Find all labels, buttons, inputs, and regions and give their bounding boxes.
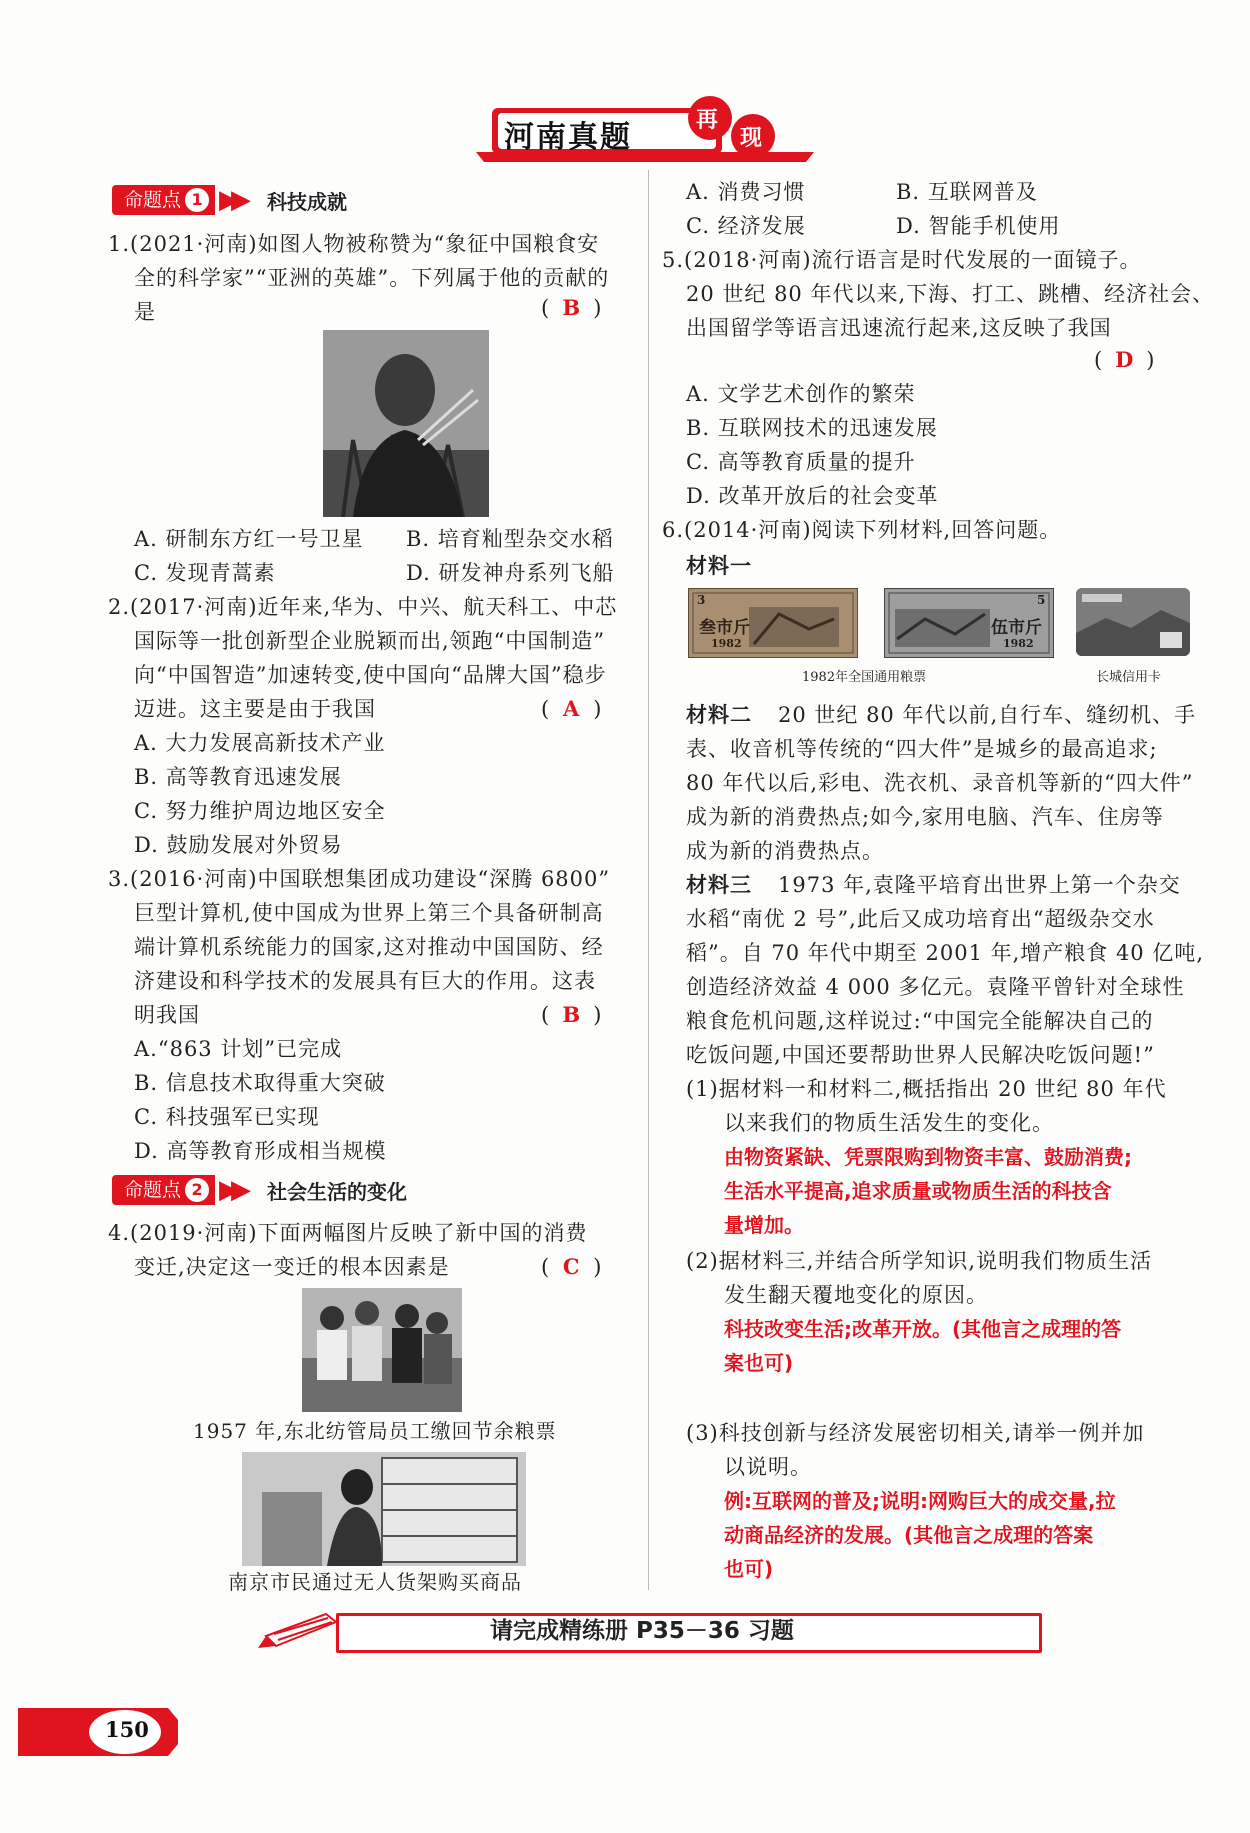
photo-caption-1957: 1957 年,东北纺管局员工缴回节余粮票 xyxy=(193,1419,557,1443)
ticket-year: 1982 xyxy=(711,637,742,650)
material-2-line: 成为新的消费热点;如今,家用电脑、汽车、住房等 xyxy=(686,805,1164,829)
material-3-line: 创造经济效益 4 000 多亿元。袁隆平曾针对全球性 xyxy=(686,975,1185,999)
topic-title: 科技成就 xyxy=(267,189,348,214)
sub-question-1: (1)据材料一和材料二,概括指出 20 世纪 80 年代 xyxy=(686,1077,1167,1101)
photo-caption-nanjing: 南京市民通过无人货架购买商品 xyxy=(228,1570,522,1594)
material-3-line: 稻”。自 70 年代中期至 2001 年,增产粮食 40 亿吨, xyxy=(686,941,1205,965)
q1-option: C. 发现青蒿素 xyxy=(134,561,276,585)
q5-option: B. 互联网技术的迅速发展 xyxy=(686,416,938,440)
q3-option: C. 科技强军已实现 xyxy=(134,1105,320,1129)
q2-line: 2.(2017·河南)近年来,华为、中兴、航天科工、中芯 xyxy=(108,595,618,619)
material-3-line: 吃饭问题,中国还要帮助世界人民解决吃饭问题!” xyxy=(686,1043,1155,1067)
q6-intro: 6.(2014·河南)阅读下列材料,回答问题。 xyxy=(662,518,1062,542)
q4-line: 4.(2019·河南)下面两幅图片反映了新中国的消费 xyxy=(108,1221,588,1245)
q1-line: 1.(2021·河南)如图人物被称赞为“象征中国粮食安 xyxy=(108,232,600,256)
ration-ticket-5 xyxy=(884,588,1054,658)
sub-question-3: 以说明。 xyxy=(724,1455,812,1479)
ration-ticket-3 xyxy=(688,588,858,658)
topic-label: 命题点 xyxy=(124,1179,182,1201)
portrait-photo xyxy=(323,330,489,517)
q2-line: 迈进。这主要是由于我国 xyxy=(134,697,376,721)
ticket-caption: 1982年全国通用粮票 xyxy=(802,670,927,685)
q2-option: C. 努力维护周边地区安全 xyxy=(134,799,386,823)
ticket-num: 3 xyxy=(697,593,706,607)
q2-option: A. 大力发展高新技术产业 xyxy=(134,731,386,755)
material-2-line: 成为新的消费热点。 xyxy=(686,839,884,863)
topic-title: 社会生活的变化 xyxy=(267,1179,408,1204)
q2-answer-slot: ( A ) xyxy=(541,692,601,726)
answer-3-line: 例:互联网的普及;说明:网购巨大的成交量,拉 xyxy=(724,1489,1116,1513)
q3-line: 明我国 xyxy=(134,1003,200,1027)
q5-option: C. 高等教育质量的提升 xyxy=(686,450,916,474)
answer-2-line: 案也可) xyxy=(724,1351,794,1375)
material-3-label: 材料三 xyxy=(686,873,752,897)
material-2-line: 80 年代以后,彩电、洗衣机、录音机等新的“四大件” xyxy=(686,771,1194,795)
material-3-line: 粮食危机问题,这样说过:“中国完全能解决自己的 xyxy=(686,1009,1154,1033)
q3-option: A.“863 计划”已完成 xyxy=(134,1037,343,1061)
material-2-line: 20 世纪 80 年代以前,自行车、缝纫机、手 xyxy=(778,703,1197,727)
q5-line: 5.(2018·河南)流行语言是时代发展的一面镜子。 xyxy=(662,248,1142,272)
photo-1957-grain-tickets xyxy=(302,1288,462,1412)
q1-option: B. 培育籼型杂交水稻 xyxy=(406,527,614,551)
q3-answer-slot: ( B ) xyxy=(541,998,601,1032)
answer-3-line: 动商品经济的发展。(其他言之成理的答案 xyxy=(724,1523,1094,1547)
q1-option: D. 研发神舟系列飞船 xyxy=(406,561,615,585)
q5-answer-slot: ( D ) xyxy=(1094,343,1154,377)
page-number: 150 xyxy=(105,1717,149,1742)
sub-question-2: (2)据材料三,并结合所学知识,说明我们物质生活 xyxy=(686,1249,1153,1273)
q1-answer-slot: ( B ) xyxy=(541,291,601,325)
q1-line: 全的科学家”“亚洲的英雄”。下列属于他的贡献的 xyxy=(134,266,610,290)
q4-line: 变迁,决定这一变迁的根本因素是 xyxy=(134,1255,450,1279)
ticket-year: 1982 xyxy=(1003,637,1034,650)
column-divider xyxy=(648,170,649,1590)
answer-2-line: 科技改变生活;改革开放。(其他言之成理的答 xyxy=(724,1317,1122,1341)
q4-answer-slot: ( C ) xyxy=(541,1250,601,1284)
q4-option: A. 消费习惯 xyxy=(686,180,806,204)
photo-unmanned-shelf xyxy=(242,1452,526,1566)
great-wall-credit-card xyxy=(1076,588,1190,656)
ticket-amount: 叁市斤 xyxy=(699,618,750,638)
ticket-amount: 伍市斤 xyxy=(991,618,1042,638)
material-1-label: 材料一 xyxy=(686,554,752,578)
material-3-line: 1973 年,袁隆平培育出世界上第一个杂交 xyxy=(778,873,1181,897)
q2-answer: A xyxy=(563,696,580,721)
q5-option: A. 文学艺术创作的繁荣 xyxy=(686,382,916,406)
header-title: 河南真题 xyxy=(504,120,632,155)
q5-answer: D xyxy=(1115,347,1134,372)
q4-option: B. 互联网普及 xyxy=(896,180,1038,204)
card-caption: 长城信用卡 xyxy=(1096,670,1162,685)
material-2-line: 表、收音机等传统的“四大件”是城乡的最高追求; xyxy=(686,737,1158,761)
double-arrow-icon: ▶▶ xyxy=(219,185,244,215)
header-badge-2: 现 xyxy=(740,126,763,151)
q1-option: A. 研制东方红一号卫星 xyxy=(134,527,364,551)
q2-option: B. 高等教育迅速发展 xyxy=(134,765,342,789)
sub-question-3: (3)科技创新与经济发展密切相关,请举一例并加 xyxy=(686,1421,1145,1445)
q2-option: D. 鼓励发展对外贸易 xyxy=(134,833,343,857)
q5-option: D. 改革开放后的社会变革 xyxy=(686,484,939,508)
q1-answer: B xyxy=(562,295,581,320)
material-2-label: 材料二 xyxy=(686,703,752,727)
material-3-line: 水稻“南优 2 号”,此后又成功培育出“超级杂交水 xyxy=(686,907,1155,931)
q5-line: 20 世纪 80 年代以来,下海、打工、跳槽、经济社会、 xyxy=(686,282,1215,306)
q3-option: D. 高等教育形成相当规模 xyxy=(134,1139,387,1163)
q4-answer: C xyxy=(562,1254,580,1279)
topic-label: 命题点 xyxy=(124,189,182,211)
answer-1-line: 生活水平提高,追求质量或物质生活的科技含 xyxy=(724,1179,1112,1203)
topic-badge-1 xyxy=(112,183,347,217)
ticket-num: 5 xyxy=(1037,593,1046,607)
q3-line: 端计算机系统能力的国家,这对推动中国国防、经 xyxy=(134,935,604,959)
sub-question-2: 发生翻天覆地变化的原因。 xyxy=(724,1283,988,1307)
q4-option: D. 智能手机使用 xyxy=(896,214,1061,238)
q4-option: C. 经济发展 xyxy=(686,214,806,238)
topic-number: 2 xyxy=(185,1178,209,1202)
page-number-badge xyxy=(18,1700,178,1764)
pencil-icon xyxy=(256,1606,348,1650)
task-text: 请完成精练册 P35－36 习题 xyxy=(490,1618,794,1644)
q3-answer: B xyxy=(562,1002,581,1027)
q2-line: 国际等一批创新型企业脱颖而出,领跑“中国制造” xyxy=(134,629,606,653)
q2-line: 向“中国智造”加速转变,使中国向“品牌大国”稳步 xyxy=(134,663,607,687)
double-arrow-icon: ▶▶ xyxy=(219,1175,244,1205)
q3-option: B. 信息技术取得重大突破 xyxy=(134,1071,386,1095)
header-badge-1: 再 xyxy=(696,108,719,133)
answer-1-line: 由物资紧缺、凭票限购到物资丰富、鼓励消费; xyxy=(724,1145,1132,1169)
sub-question-1: 以来我们的物质生活发生的变化。 xyxy=(724,1111,1054,1135)
answer-1-line: 量增加。 xyxy=(724,1213,804,1237)
q1-line: 是 xyxy=(134,300,156,324)
answer-3-line: 也可) xyxy=(724,1557,774,1581)
q3-line: 巨型计算机,使中国成为世界上第三个具备研制高 xyxy=(134,901,604,925)
q5-line: 出国留学等语言迅速流行起来,这反映了我国 xyxy=(686,316,1112,340)
q3-line: 济建设和科学技术的发展具有巨大的作用。这表 xyxy=(134,969,596,993)
topic-badge-2 xyxy=(112,1173,407,1207)
q3-line: 3.(2016·河南)中国联想集团成功建设“深腾 6800” xyxy=(108,867,611,891)
topic-number: 1 xyxy=(185,188,209,212)
